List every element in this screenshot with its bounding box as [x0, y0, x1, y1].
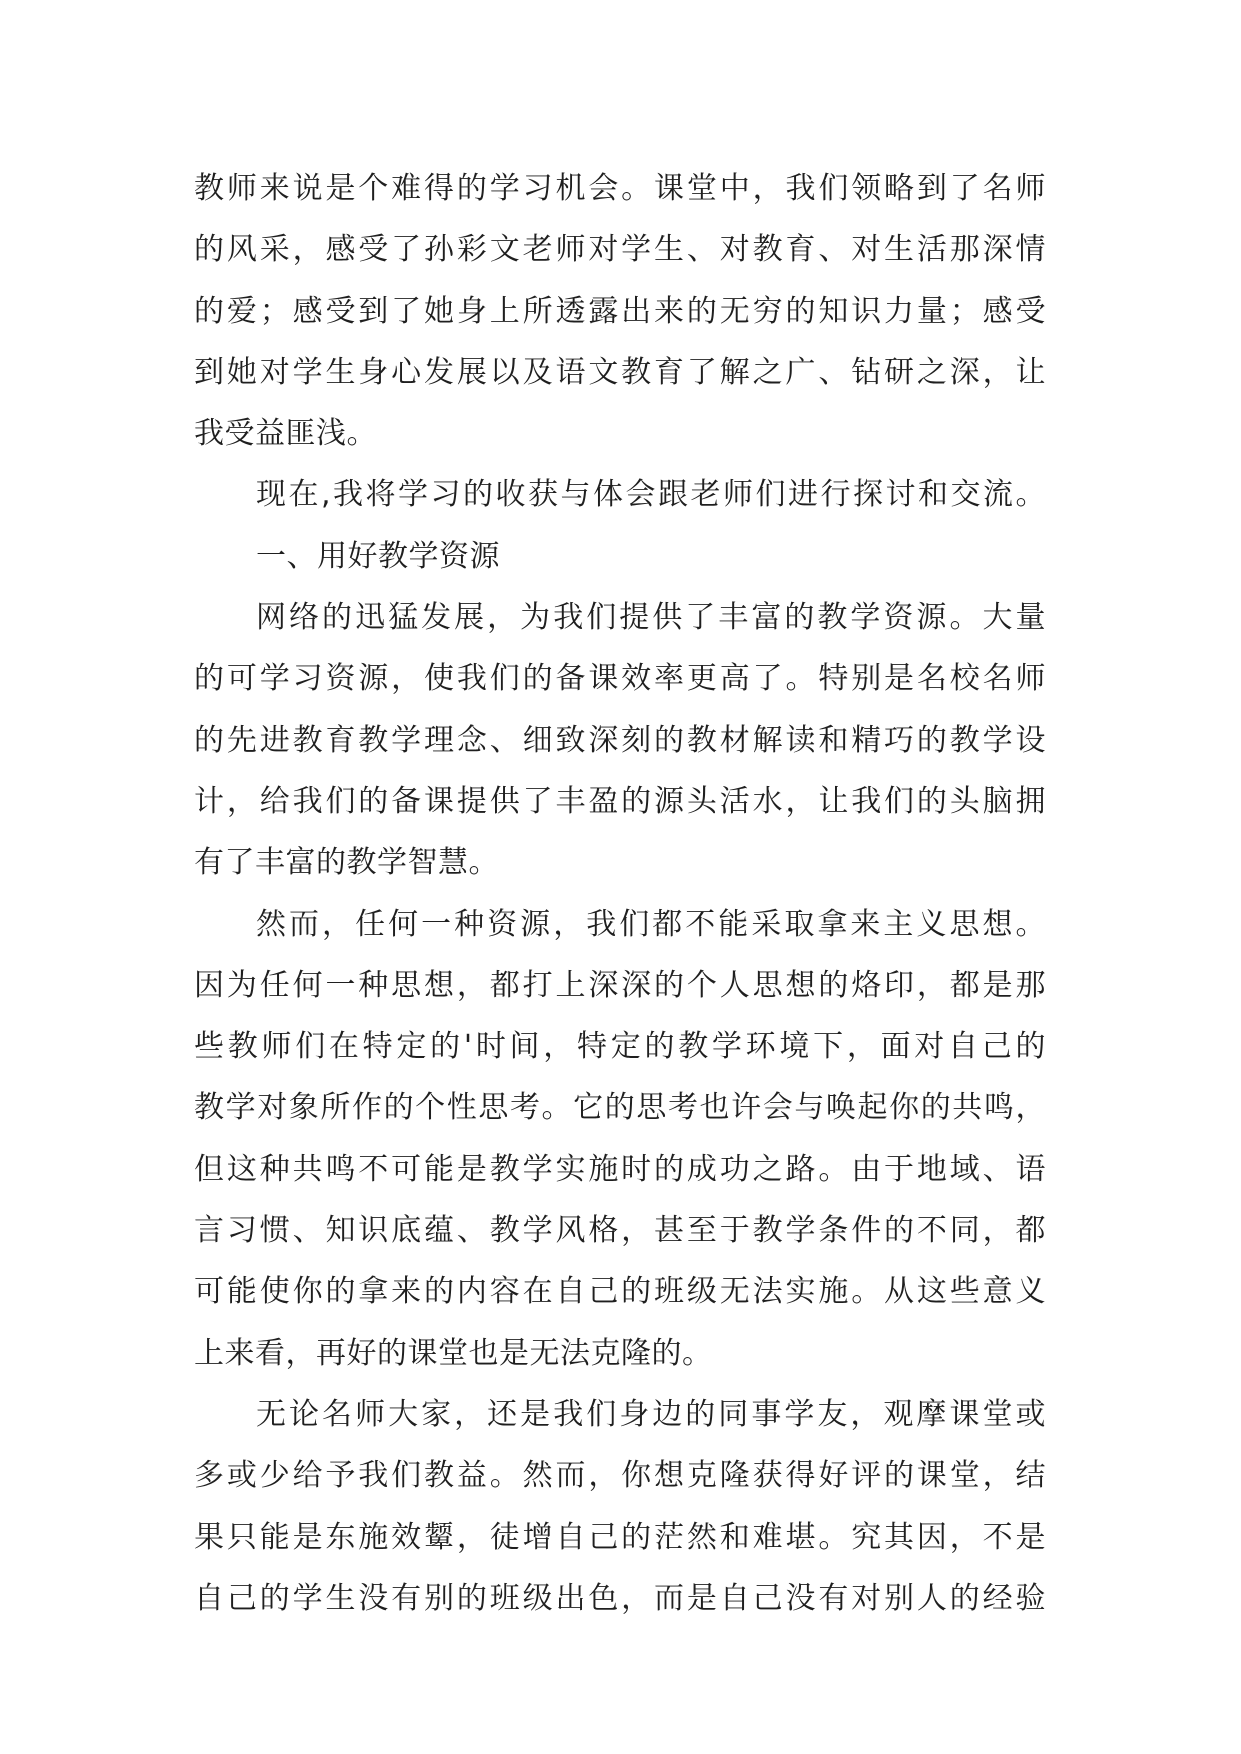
text-line: 的风采，感受了孙彩文老师对学生、对教育、对生活那深情 [194, 232, 1046, 268]
text-line: 言习惯、知识底蕴、教学风格，甚至于教学条件的不同，都 [194, 1213, 1046, 1249]
text-line: 多或少给予我们教益。然而，你想克隆获得好评的课堂，结 [194, 1458, 1046, 1494]
text-line: 但这种共鸣不可能是教学实施时的成功之路。由于地域、语 [194, 1151, 1046, 1187]
paragraph-line: 然而，任何一种资源，我们都不能采取拿来主义思想。 [256, 906, 1046, 942]
paragraph-line: 无论名师大家，还是我们身边的同事学友，观摩课堂或 [256, 1396, 1046, 1432]
text-line: 可能使你的拿来的内容在自己的班级无法实施。从这些意义 [194, 1274, 1046, 1310]
text-line: 有了丰富的教学智慧。 [194, 845, 499, 881]
text-line: 教学对象所作的个性思考。它的思考也许会与唤起你的共鸣， [194, 1090, 1046, 1126]
text-line: 我受益匪浅。 [194, 416, 377, 452]
body-text [194, 158, 1046, 1629]
section-heading: 一、用好教学资源 [256, 538, 500, 574]
text-line: 到她对学生身心发展以及语文教育了解之广、钻研之深，让 [194, 354, 1046, 390]
paragraph-line: 现在,我将学习的收获与体会跟老师们进行探讨和交流。 [256, 477, 1046, 513]
text-line: 教师来说是个难得的学习机会。课堂中，我们领略到了名师 [194, 171, 1046, 206]
text-line: 的爱；感受到了她身上所透露出来的无穷的知识力量；感受 [194, 293, 1046, 329]
text-line: 的可学习资源，使我们的备课效率更高了。特别是名校名师 [194, 661, 1046, 697]
text-line: 果只能是东施效颦，徒增自己的茫然和难堪。究其因，不是 [194, 1519, 1046, 1555]
text-line: 上来看，再好的课堂也是无法克隆的。 [194, 1335, 713, 1371]
paragraph-line: 网络的迅猛发展，为我们提供了丰富的教学资源。大量 [256, 600, 1046, 636]
text-line: 自己的学生没有别的班级出色，而是自己没有对别人的经验 [194, 1580, 1046, 1616]
text-line: 些教师们在特定的'时间，特定的教学环境下，面对自己的 [194, 1029, 1046, 1065]
text-line: 因为任何一种思想，都打上深深的个人思想的烙印，都是那 [194, 967, 1046, 1003]
text-line: 计，给我们的备课提供了丰盈的源头活水，让我们的头脑拥 [194, 783, 1046, 819]
text-line: 的先进教育教学理念、细致深刻的教材解读和精巧的教学设 [194, 722, 1046, 758]
